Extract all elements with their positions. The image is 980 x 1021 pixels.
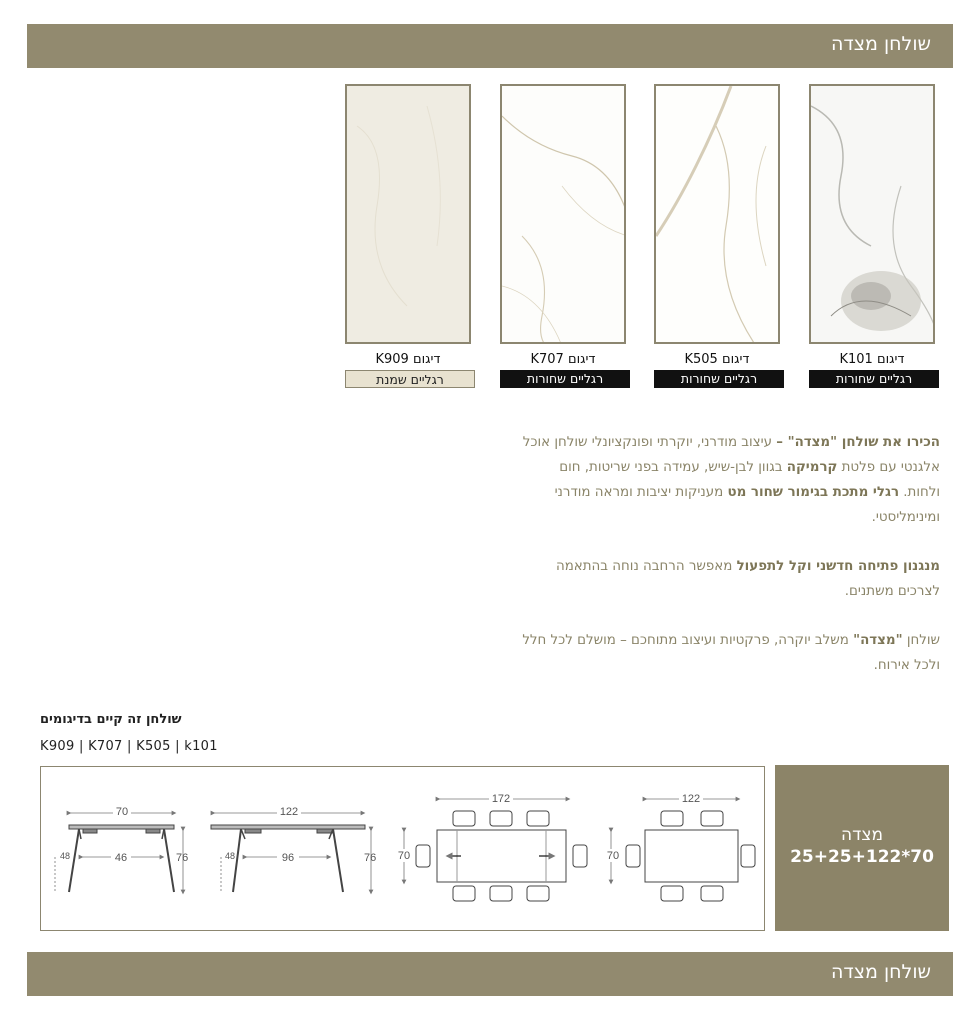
top-extended-depth-label: 70: [397, 850, 411, 862]
top-view-closed: [611, 799, 755, 901]
description-text: בגוון לבן-שיש, עמידה בפני שריטות, חום ולחות.: [559, 460, 940, 500]
side-small-height-label: 76: [176, 852, 189, 864]
description-paragraph-3: [520, 628, 940, 678]
top-view-extended: [404, 799, 587, 901]
legs-badge-k909: רגליים שמנת: [345, 370, 475, 388]
product-description: [520, 430, 940, 702]
legs-badge-k707: רגליים שחורות: [500, 370, 630, 388]
page-title: שולחן מצדה: [830, 33, 931, 55]
marble-k707-texture: [502, 86, 626, 344]
dimensions-panel: [775, 765, 949, 931]
side-large-height-label: 76: [364, 852, 377, 864]
side-small-width-label: 70: [115, 806, 129, 818]
swatch-k505: [654, 84, 780, 344]
swatch-k909: [345, 84, 471, 344]
top-extended-length-label: 172: [491, 793, 511, 805]
side-large-width-label: 122: [279, 806, 299, 818]
legs-badge-k101: רגליים שחורות: [809, 370, 939, 388]
description-bold: רגלי מתכת בגימור שחור מט: [727, 485, 900, 500]
side-large-leg-label: 48: [225, 851, 236, 861]
model-label-k101: דיגום K101: [839, 352, 905, 367]
dimension-diagrams: [40, 766, 765, 931]
description-text: מאפשר הרחבה נוחה בהתאמה לצרכים משתנים.: [555, 559, 940, 599]
availability-title: שולחן זה קיים בדיגומים: [40, 712, 182, 727]
dimensions-size: 70*25+25+122: [790, 847, 934, 867]
description-paragraph-2: [520, 554, 940, 604]
availability-models: K909 | K707 | K505 | k101: [40, 739, 218, 754]
description-text: מעניקות יציבות ומראה מודרני ומינימליסטי.: [554, 485, 940, 525]
side-small-leg-label: 48: [60, 851, 71, 861]
description-text: משלב יוקרה, פרקטיות ועיצוב מתוחכם – מושלם לכל חלל ולכל אירוח.: [522, 633, 940, 673]
description-bold: הכירו את שולחן "מצדה" –: [776, 435, 940, 450]
header-bar: [27, 24, 953, 68]
top-closed-length-label: 122: [681, 793, 701, 805]
description-bold: "מצדה": [853, 633, 903, 648]
dimensions-name: מצדה: [840, 825, 884, 845]
legs-badge-k505: רגליים שחורות: [654, 370, 784, 388]
marble-k101-texture: [811, 86, 935, 344]
side-large-inner-label: 96: [281, 852, 295, 864]
diagrams-svg: [41, 767, 763, 929]
description-bold: מנגנון פתיחה חדשני וקל לתפעול: [736, 559, 940, 574]
description-bold: קרמיקה: [786, 460, 838, 475]
model-label-k707: דיגום K707: [530, 352, 596, 367]
marble-k909-texture: [347, 86, 471, 344]
description-text: שולחן: [902, 633, 940, 648]
model-label-k505: דיגום K505: [684, 352, 750, 367]
footer-title: שולחן מצדה: [830, 961, 931, 983]
top-closed-depth-label: 70: [606, 850, 620, 862]
swatch-k101: [809, 84, 935, 344]
description-paragraph-1: [520, 430, 940, 530]
marble-k505-texture: [656, 86, 780, 344]
footer-bar: [27, 952, 953, 996]
swatch-k707: [500, 84, 626, 344]
description-text: עיצוב מודרני, יוקרתי ופונקציונלי שולחן אוכל אלגנטי עם פלטת: [522, 435, 940, 475]
side-small-inner-label: 46: [114, 852, 128, 864]
model-label-k909: דיגום K909: [375, 352, 441, 367]
